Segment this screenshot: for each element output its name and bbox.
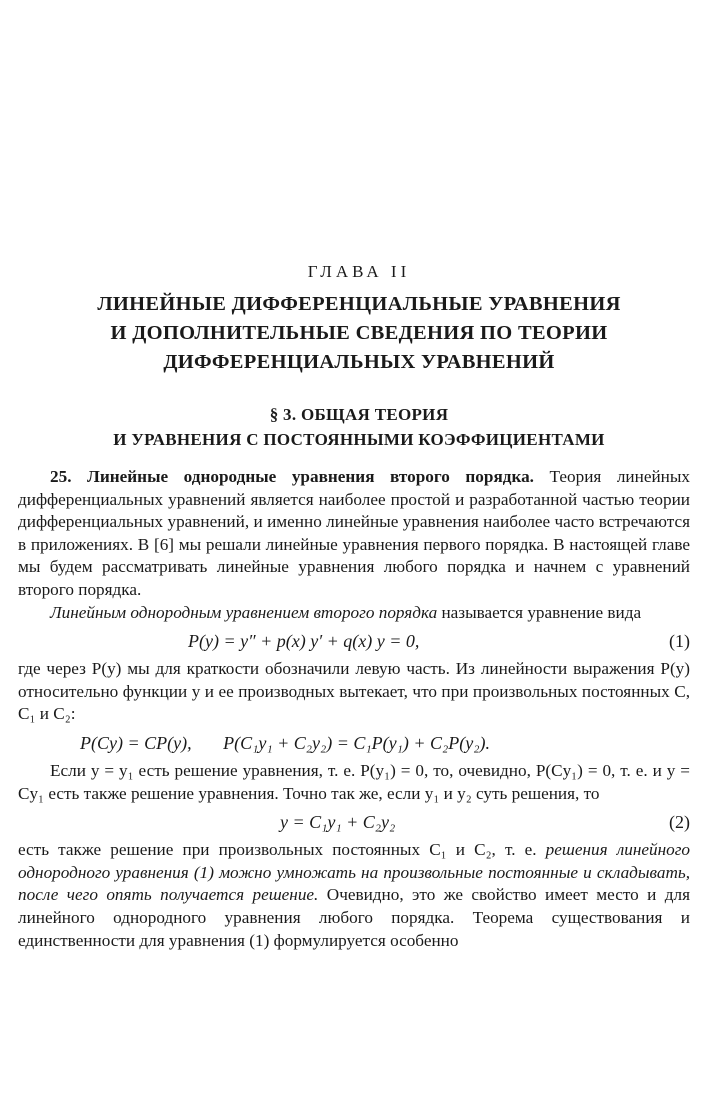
paragraph-text: Если y = y₁ есть решение уравнения, т. е. P(y₁) = 0, то, очевидно, P(Cy₁) = 0, т. е. и y = Cy₁ есть также решение уравнения. Точно так же, если y₁ и y₂ суть решения, то	[18, 760, 690, 803]
formula-number: (1)	[669, 631, 690, 652]
formula-2	[18, 805, 690, 839]
section-title-line: И УРАВНЕНИЯ С ПОСТОЯННЫМИ КОЭФФИЦИЕНТАМИ	[113, 430, 605, 449]
paragraph-text: где через P(y) мы для краткости обозначили левую часть. Из линейности выражения P(y) относительно функции y и ее производных вытекает, что при произвольных постоянных C, C₁ и C₂:	[18, 659, 690, 724]
chapter-title-line: И ДОПОЛНИТЕЛЬНЫЕ СВЕДЕНИЯ ПО ТЕОРИИ	[110, 322, 608, 344]
formula-expression: y = C₁y₁ + C₂y₂	[280, 812, 396, 833]
definition-paragraph	[18, 602, 690, 625]
chapter-title-line: ДИФФЕРЕНЦИАЛЬНЫХ УРАВНЕНИЙ	[163, 351, 555, 373]
section-title-line: § 3. ОБЩАЯ ТЕОРИЯ	[269, 405, 449, 424]
theorem-statement: решения линейного однородного уравнения (1) можно умножать на произвольные постоянные и складывать, после чего опять получается решение.	[18, 840, 690, 905]
chapter-label: ГЛАВА II	[307, 262, 411, 281]
formula-1	[18, 624, 690, 658]
chapter-title	[60, 290, 658, 377]
formula-expression: P(Cy) = CP(y), P(C₁y₁ + C₂y₂) = C₁P(y₁) + C₂P(y₂).	[80, 732, 491, 753]
paragraph-solution	[18, 760, 690, 805]
paragraph-linearity	[18, 658, 690, 726]
paragraph-text: есть также решение при произвольных постоянных C₁ и C₂, т. е.	[18, 840, 546, 860]
paragraph-text: Теория линейных дифференциальных уравнений является наиболее простой и разработанной частью теории дифференциальных уравнений, и именно линейные уравнения наиболее часто встречаются в приложениях. В [6] мы решали линейные уравнения первого порядка. В настоящей главе мы будем рассматривать линейные уравнения любого порядка и начнем с уравнений второго порядка.	[18, 467, 690, 599]
paragraph-text: называется уравнение вида	[437, 602, 642, 622]
paragraph-heading: 25. Линейные однородные уравнения второго порядка.	[50, 467, 534, 486]
formula-expression: P(y) = y″ + p(x) y′ + q(x) y = 0,	[188, 631, 420, 652]
body-text	[18, 466, 690, 952]
section-title	[40, 402, 678, 452]
chapter-title-line: ЛИНЕЙНЫЕ ДИФФЕРЕНЦИАЛЬНЫЕ УРАВНЕНИЯ	[97, 293, 621, 315]
definition-term: Линейным однородным уравнением второго порядка	[50, 602, 438, 622]
formula-number: (2)	[669, 812, 690, 833]
formula-linearity	[18, 726, 690, 760]
paragraph-text: Очевидно, это же свойство имеет место и для линейного однородного уравнения любого порядка. Теорема существования и единственности для уравнения (1) формулируется особенно	[18, 885, 690, 950]
paragraph-25	[18, 466, 690, 602]
paragraph-superposition	[18, 839, 690, 952]
